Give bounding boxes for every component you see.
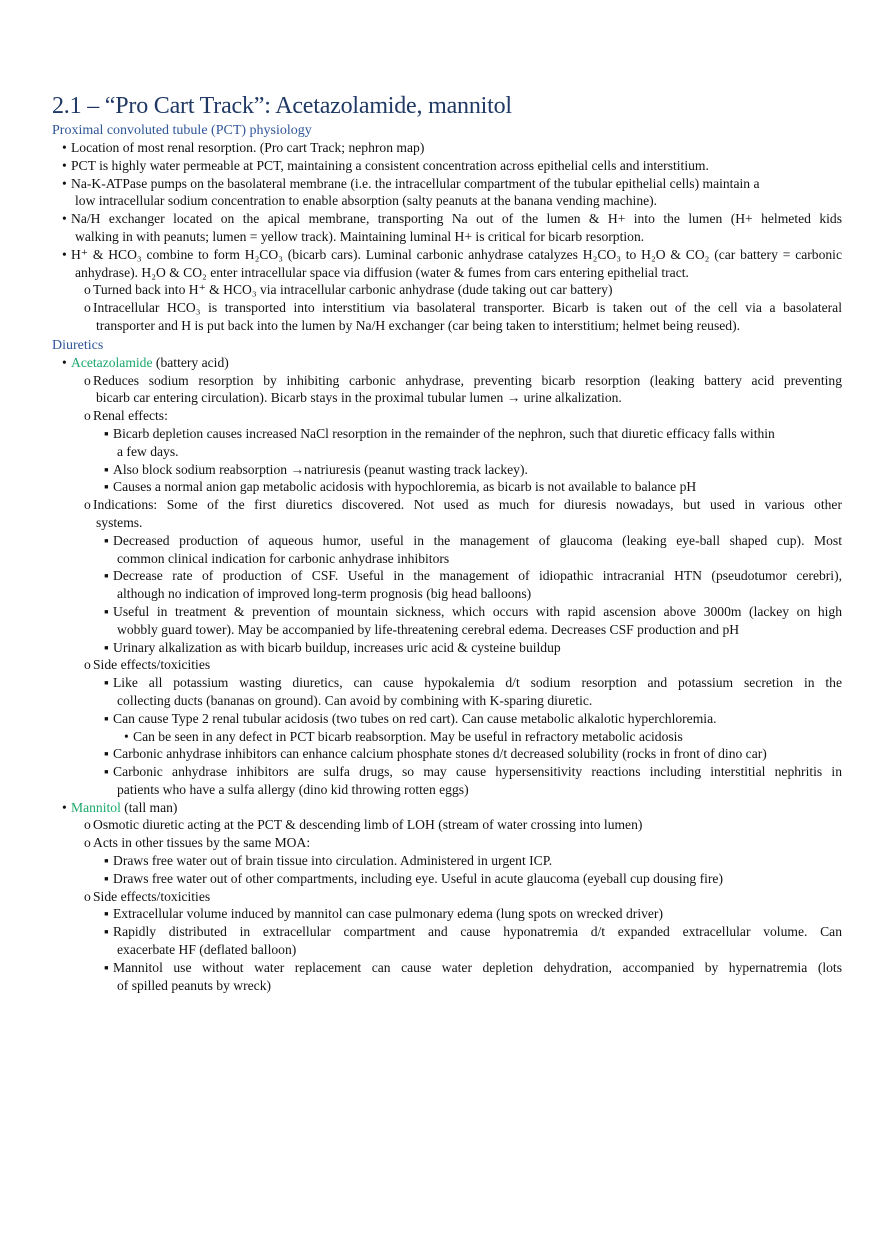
list-item bbox=[52, 674, 842, 692]
list-item bbox=[52, 461, 842, 479]
bullet-marker: ▪ bbox=[104, 532, 109, 548]
list-item-text: H⁺ & HCO₃ combine to form H₂CO₃ (bicarb cars). Luminal carbonic anhydrase catalyzes H₂CO₃ to H₂O & CO₂ (car battery = carbonic bbox=[71, 246, 842, 262]
bullet-marker: ▪ bbox=[104, 746, 109, 762]
bullet-marker: o bbox=[84, 300, 91, 316]
list-item-text: exacerbate HF (deflated balloon) bbox=[117, 942, 297, 958]
list-item-text: wobbly guard tower). May be accompanied by life-threatening cerebral edema. Decreases CSF production and pH bbox=[117, 621, 740, 637]
list-item-text: common clinical indication for carbonic anhydrase inhibitors bbox=[117, 550, 450, 566]
bullet-marker: o bbox=[84, 497, 91, 513]
bullet-marker: o bbox=[84, 817, 91, 833]
list-item-text: Side effects/toxicities bbox=[93, 657, 211, 673]
list-item-text: Indications: Some of the first diuretics discovered. Not used as much for diuresis nowadays, but used in various other bbox=[93, 497, 842, 513]
list-item bbox=[52, 639, 842, 657]
bullet-marker: ▪ bbox=[104, 603, 109, 619]
list-item-text: Causes a normal anion gap metabolic acidosis with hypochloremia, as bicarb is not available to balance pH bbox=[113, 479, 697, 495]
bullet-marker: ▪ bbox=[104, 568, 109, 584]
list-item bbox=[52, 763, 842, 781]
list-item-text: bicarb car entering circulation). Bicarb stays in the proximal tubular lumen → urine alkalization. bbox=[96, 390, 622, 406]
list-item-text: Mannitol use without water replacement can cause water depletion dehydration, accompanied by hypernatremia (lots bbox=[113, 959, 842, 975]
list-item-text: patients who have a sulfa allergy (dino kid throwing rotten eggs) bbox=[117, 781, 469, 797]
list-item-text: Useful in treatment & prevention of mountain sickness, which occurs with rapid ascension above 3000m (lackey on high bbox=[113, 603, 842, 619]
list-item-continuation bbox=[52, 977, 842, 995]
list-item bbox=[52, 567, 842, 585]
list-item bbox=[52, 246, 842, 264]
document-body bbox=[52, 122, 842, 994]
bullet-marker: ▪ bbox=[104, 425, 109, 441]
list-item-text: Draws free water out of other compartments, including eye. Useful in acute glaucoma (eyeball cup dousing fire) bbox=[113, 870, 723, 886]
drug-name: Mannitol bbox=[71, 799, 121, 815]
list-item-text: walking in with peanuts; lumen = yellow track). Maintaining luminal H+ is critical for bicarb resorption. bbox=[75, 228, 645, 244]
list-item bbox=[52, 852, 842, 870]
list-item bbox=[52, 710, 842, 728]
list-item bbox=[52, 425, 842, 443]
list-item-text: Draws free water out of brain tissue into circulation. Administered in urgent ICP. bbox=[113, 853, 553, 869]
list-item-text: systems. bbox=[96, 514, 143, 530]
list-item-text: of spilled peanuts by wreck) bbox=[117, 977, 272, 993]
list-item-text: Like all potassium wasting diuretics, can cause hypokalemia d/t sodium resorption and potassium secretion in the bbox=[113, 675, 842, 691]
bullet-marker: o bbox=[84, 372, 91, 388]
list-item bbox=[52, 888, 842, 906]
list-item bbox=[52, 603, 842, 621]
list-item-text: PCT is highly water permeable at PCT, maintaining a consistent concentration across epithelial cells and interstitium. bbox=[71, 157, 709, 173]
list-item-text: Intracellular HCO₃ is transported into interstitium via basolateral transporter. Bicarb is taken out of the cell via a basolateral bbox=[93, 300, 842, 316]
page-title: 2.1 – “Pro Cart Track”: Acetazolamide, mannitol bbox=[52, 93, 512, 119]
list-item-text: Can cause Type 2 renal tubular acidosis (two tubes on red cart). Can cause metabolic alkalotic hyperchloremia. bbox=[113, 710, 717, 726]
list-item-text: (tall man) bbox=[120, 799, 178, 815]
list-item bbox=[52, 656, 842, 674]
list-item-continuation bbox=[52, 941, 842, 959]
list-item-continuation bbox=[52, 443, 842, 461]
bullet-marker: ▪ bbox=[104, 675, 109, 691]
bullet-marker: ▪ bbox=[104, 906, 109, 922]
bullet-marker: • bbox=[62, 175, 67, 191]
list-item-continuation bbox=[52, 692, 842, 710]
list-item-continuation bbox=[52, 317, 842, 335]
list-item-text: Rapidly distributed in extracellular compartment and cause hyponatremia d/t expanded extracellular volume. Can bbox=[113, 924, 842, 940]
list-item-text: Acts in other tissues by the same MOA: bbox=[93, 835, 311, 851]
list-item-continuation bbox=[52, 514, 842, 532]
list-item bbox=[52, 834, 842, 852]
bullet-marker: • bbox=[62, 354, 67, 370]
list-item-text: Renal effects: bbox=[93, 408, 168, 424]
document-page bbox=[52, 92, 842, 994]
list-item-continuation bbox=[52, 781, 842, 799]
list-item-continuation bbox=[52, 550, 842, 568]
list-item bbox=[52, 923, 842, 941]
list-item-text: Reduces sodium resorption by inhibiting carbonic anhydrase, preventing bicarb resorption (leaking battery acid preventing bbox=[93, 372, 842, 388]
list-item bbox=[52, 281, 842, 299]
bullet-marker: • bbox=[124, 728, 129, 744]
list-item-text: collecting ducts (bananas on ground). Can avoid by combining with K-sparing diuretic. bbox=[117, 692, 593, 708]
list-item-text: Location of most renal resorption. (Pro cart Track; nephron map) bbox=[71, 140, 425, 155]
list-item bbox=[52, 139, 842, 157]
list-item-text: Na-K-ATPase pumps on the basolateral membrane (i.e. the intracellular compartment of the tubular epithelial cells) maintain a bbox=[71, 175, 760, 191]
bullet-marker: • bbox=[62, 211, 67, 227]
list-item-text: Decreased production of aqueous humor, useful in the management of glaucoma (leaking eye-ball shaped cup). Most bbox=[113, 532, 842, 548]
bullet-marker: o bbox=[84, 835, 91, 851]
list-item-continuation bbox=[52, 621, 842, 639]
list-item bbox=[52, 959, 842, 977]
bullet-marker: • bbox=[62, 799, 67, 815]
list-item-text: Carbonic anhydrase inhibitors can enhance calcium phosphate stones d/t decreased solubility (rocks in front of dino car) bbox=[113, 746, 767, 762]
bullet-marker: ▪ bbox=[104, 924, 109, 940]
section-heading: Proximal convoluted tubule (PCT) physiology bbox=[52, 123, 312, 138]
bullet-marker: ▪ bbox=[104, 853, 109, 869]
list-item bbox=[52, 175, 842, 193]
list-item-text: Urinary alkalization as with bicarb buildup, increases uric acid & cysteine buildup bbox=[113, 639, 561, 655]
list-item-text: Na/H exchanger located on the apical membrane, transporting Na out of the lumen & H+ into the lumen (H+ helmeted kids bbox=[71, 211, 842, 227]
list-item bbox=[52, 905, 842, 923]
drug-name: Acetazolamide bbox=[71, 354, 153, 370]
bullet-marker: ▪ bbox=[104, 639, 109, 655]
list-item-text: Also block sodium reabsorption →natriuresis (peanut wasting track lackey). bbox=[113, 461, 528, 477]
list-item-text: low intracellular sodium concentration to enable absorption (salty peanuts at the banana vending machine). bbox=[75, 193, 658, 209]
list-item-continuation bbox=[52, 389, 842, 407]
list-item-text: Osmotic diuretic acting at the PCT & descending limb of LOH (stream of water crossing into lumen) bbox=[93, 817, 643, 833]
bullet-marker: o bbox=[84, 282, 91, 298]
list-item bbox=[52, 478, 842, 496]
bullet-marker: ▪ bbox=[104, 461, 109, 477]
list-item bbox=[52, 799, 842, 817]
list-item bbox=[52, 532, 842, 550]
list-item bbox=[52, 210, 842, 228]
bullet-marker: ▪ bbox=[104, 764, 109, 780]
list-item bbox=[52, 496, 842, 514]
list-item-text: although no indication of improved long-term prognosis (big head balloons) bbox=[117, 586, 532, 602]
list-item-text: Bicarb depletion causes increased NaCl resorption in the remainder of the nephron, such that diuretic efficacy falls within bbox=[113, 425, 775, 441]
list-item bbox=[52, 816, 842, 834]
bullet-marker: o bbox=[84, 657, 91, 673]
list-item-text: Carbonic anhydrase inhibitors are sulfa drugs, so may cause hypersensitivity reactions including interstitial nephritis in bbox=[113, 764, 842, 780]
list-item bbox=[52, 157, 842, 175]
list-item bbox=[52, 299, 842, 317]
list-item bbox=[52, 354, 842, 372]
bullet-marker: o bbox=[84, 888, 91, 904]
section-heading: Diuretics bbox=[52, 337, 104, 353]
list-item-continuation bbox=[52, 228, 842, 246]
list-item-text: Turned back into H⁺ & HCO₃ via intracellular carbonic anhydrase (dude taking out car battery) bbox=[93, 282, 613, 298]
list-item bbox=[52, 728, 842, 746]
list-item-text: (battery acid) bbox=[152, 354, 229, 370]
list-item bbox=[52, 745, 842, 763]
list-item-text: anhydrase). H₂O & CO₂ enter intracellular space via diffusion (water & fumes from cars entering epithelial tract. bbox=[75, 264, 689, 280]
bullet-marker: • bbox=[62, 246, 67, 262]
list-item-text: a few days. bbox=[117, 443, 179, 459]
list-item bbox=[52, 407, 842, 425]
list-item-text: transporter and H is put back into the lumen by Na/H exchanger (car being taken to interstitium; helmet being reused). bbox=[96, 317, 740, 333]
list-item-continuation bbox=[52, 192, 842, 210]
bullet-marker: ▪ bbox=[104, 479, 109, 495]
bullet-marker: ▪ bbox=[104, 959, 109, 975]
list-item-text: Side effects/toxicities bbox=[93, 888, 211, 904]
list-item-continuation bbox=[52, 585, 842, 603]
list-item bbox=[52, 870, 842, 888]
list-item-text: Can be seen in any defect in PCT bicarb reabsorption. May be useful in refractory metabolic acidosis bbox=[133, 728, 683, 744]
bullet-marker: ▪ bbox=[104, 870, 109, 886]
bullet-marker: ▪ bbox=[104, 710, 109, 726]
list-item-text: Extracellular volume induced by mannitol can case pulmonary edema (lung spots on wrecked driver) bbox=[113, 906, 663, 922]
list-item-text: Decrease rate of production of CSF. Useful in the management of idiopathic intracranial HTN (pseudotumor cerebri), bbox=[113, 568, 842, 584]
bullet-marker: • bbox=[62, 157, 67, 173]
bullet-marker: • bbox=[62, 140, 67, 155]
list-item-continuation bbox=[52, 264, 842, 282]
list-item bbox=[52, 372, 842, 390]
bullet-marker: o bbox=[84, 408, 91, 424]
